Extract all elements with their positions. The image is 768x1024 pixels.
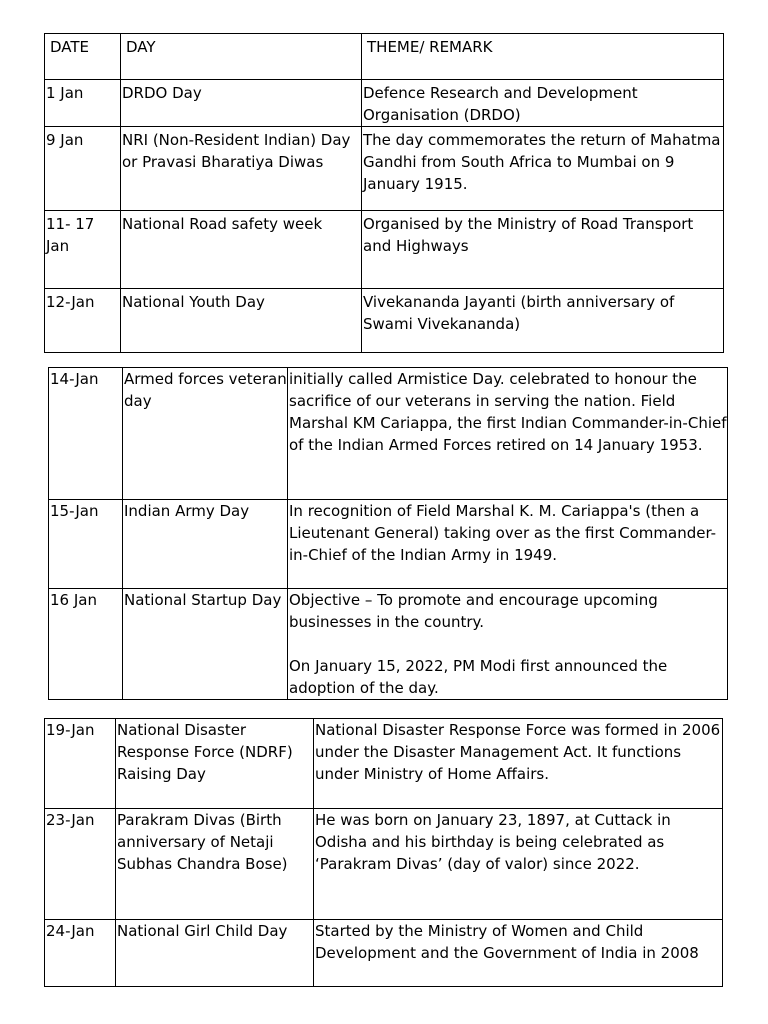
date-cell: 1 Jan	[45, 80, 121, 127]
table-row	[45, 127, 724, 211]
days-table-1	[44, 33, 724, 353]
date-cell: 24-Jan	[45, 920, 116, 987]
table-row	[45, 289, 724, 353]
remark-cell: initially called Armistice Day. celebrated to honour the sacrifice of our veterans in serving the nation. Field Marshal KM Cariappa, the first Indian Commander-in-Chief of the Indian Armed Forces retired on 14 January 1953.	[288, 368, 728, 500]
remark-paragraph: On January 15, 2022, PM Modi first announced the adoption of the day.	[289, 657, 668, 697]
date-cell: 16 Jan	[49, 589, 123, 700]
days-table-3	[44, 718, 723, 987]
day-cell: Parakram Divas (Birth anniversary of Netaji Subhas Chandra Bose)	[116, 809, 314, 920]
table-row	[45, 211, 724, 289]
remark-cell: Organised by the Ministry of Road Transport and Highways	[362, 211, 724, 289]
remark-paragraph: Objective – To promote and encourage upcoming businesses in the country.	[289, 591, 658, 631]
table-row	[45, 80, 724, 127]
table-row	[45, 809, 723, 920]
header-day: DAY	[121, 34, 362, 80]
header-date: DATE	[45, 34, 121, 80]
remark-cell: Vivekananda Jayanti (birth anniversary of Swami Vivekananda)	[362, 289, 724, 353]
table-row	[45, 719, 723, 809]
remark-cell: He was born on January 23, 1897, at Cuttack in Odisha and his birthday is being celebrated as ‘Parakram Divas’ (day of valor) since 2022.	[314, 809, 723, 920]
date-cell: 23-Jan	[45, 809, 116, 920]
remark-cell	[288, 589, 728, 700]
day-cell: National Road safety week	[121, 211, 362, 289]
date-cell: 19-Jan	[45, 719, 116, 809]
date-cell: 14-Jan	[49, 368, 123, 500]
date-cell: 9 Jan	[45, 127, 121, 211]
date-cell: 12-Jan	[45, 289, 121, 353]
header-remark: THEME/ REMARK	[362, 34, 724, 80]
date-cell: 15-Jan	[49, 500, 123, 589]
remark-cell: In recognition of Field Marshal K. M. Cariappa's (then a Lieutenant General) taking over as the first Commander-in-Chief of the Indian Army in 1949.	[288, 500, 728, 589]
day-cell: DRDO Day	[121, 80, 362, 127]
day-cell: NRI (Non-Resident Indian) Day or Pravasi Bharatiya Diwas	[121, 127, 362, 211]
days-table-2	[48, 367, 728, 700]
date-cell: 11- 17 Jan	[45, 211, 121, 289]
table-row	[49, 500, 728, 589]
table-header-row	[45, 34, 724, 80]
table-row	[49, 589, 728, 700]
day-cell: National Startup Day	[123, 589, 288, 700]
day-cell: Indian Army Day	[123, 500, 288, 589]
day-cell: National Youth Day	[121, 289, 362, 353]
table-row	[49, 368, 728, 500]
remark-cell: Defence Research and Development Organisation (DRDO)	[362, 80, 724, 127]
table-row	[45, 920, 723, 987]
day-cell: National Girl Child Day	[116, 920, 314, 987]
day-cell: Armed forces veteran day	[123, 368, 288, 500]
remark-cell: Started by the Ministry of Women and Child Development and the Government of India in 2008	[314, 920, 723, 987]
day-cell: National Disaster Response Force (NDRF) Raising Day	[116, 719, 314, 809]
remark-cell: National Disaster Response Force was formed in 2006 under the Disaster Management Act. It functions under Ministry of Home Affairs.	[314, 719, 723, 809]
remark-cell: The day commemorates the return of Mahatma Gandhi from South Africa to Mumbai on 9 January 1915.	[362, 127, 724, 211]
